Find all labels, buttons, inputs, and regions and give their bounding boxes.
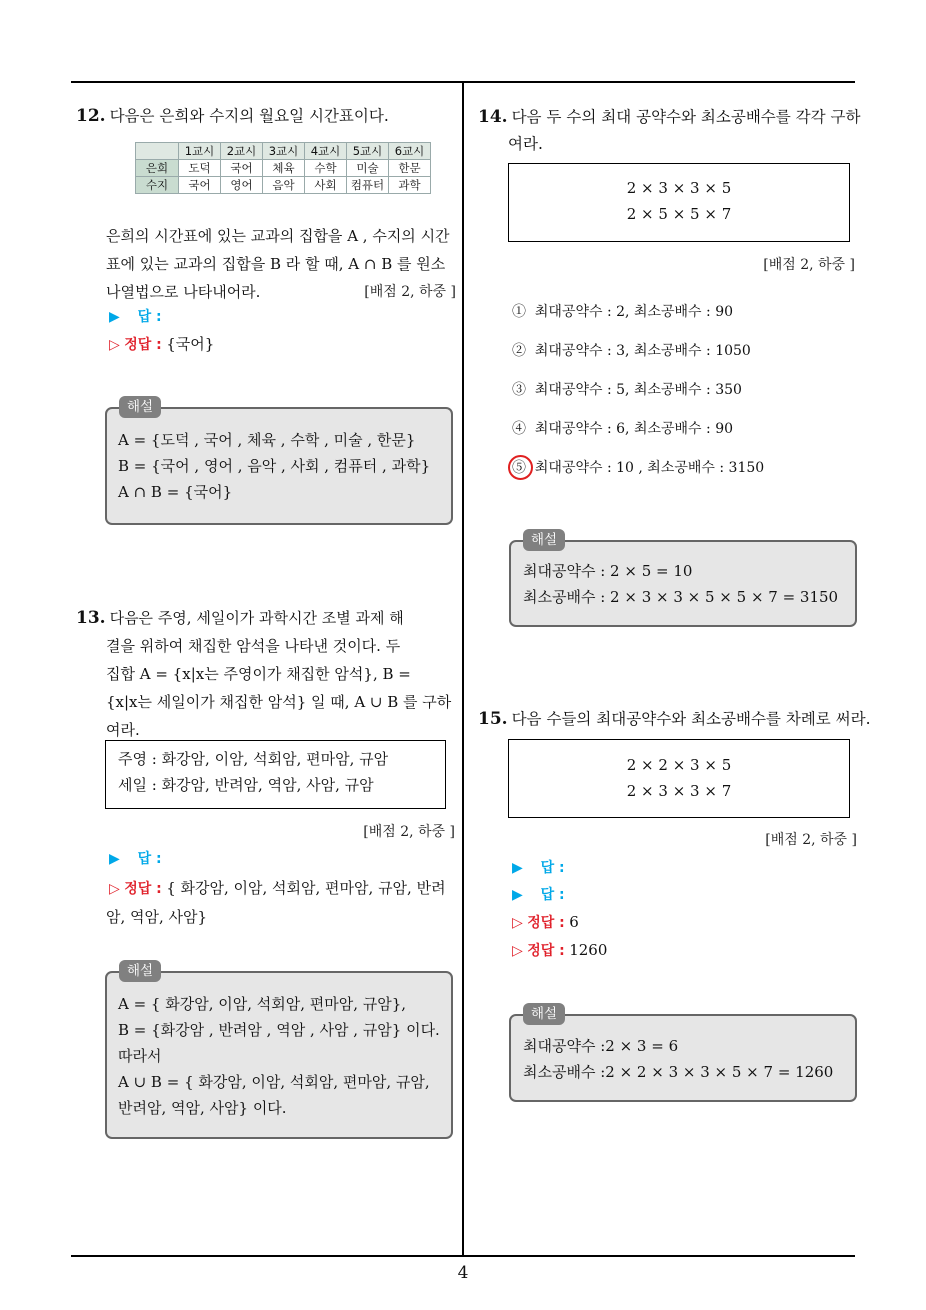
q12-explanation-text [118, 427, 430, 505]
q15-number-line: 2 × 2 × 3 × 5 [626, 756, 732, 774]
choice-mark: ④ [512, 421, 526, 437]
q12-body-line: 나열법으로 나타내어라. [106, 283, 261, 301]
q13-question-line: 여라. [106, 721, 140, 739]
choice-text: 최대공약수 : 3, 최소공배수 : 1050 [534, 343, 751, 359]
q14-options [512, 302, 764, 497]
play-arrow-icon: ▶ [109, 309, 120, 325]
q13-data-line: 세일 : 화강암, 반려암, 역암, 사암, 규암 [118, 776, 374, 794]
table-cell: 한문 [389, 160, 431, 177]
table-cell: 은희 [136, 160, 179, 177]
q14-question-line: 여라. [508, 135, 543, 153]
q13-explanation-text [118, 991, 440, 1121]
table-cell: 컴퓨터 [347, 177, 389, 194]
q13-explanation-line: A ∪ B = { 화강암, 이암, 석회암, 편마암, 규암, [118, 1073, 430, 1091]
q13-question-line: {x|x는 세일이가 채집한 암석} 일 때, A ∪ B 를 구하 [106, 693, 452, 711]
q15-answer-row [512, 854, 565, 882]
q13-explanation-tag: 해설 [119, 960, 161, 982]
table-cell: 국어 [221, 160, 263, 177]
q14-explanation-text [523, 558, 838, 610]
q15-solution-row [512, 908, 579, 937]
table-cell: 도덕 [179, 160, 221, 177]
q12-explanation-line: B = {국어 , 영어 , 음악 , 사회 , 컴퓨터 , 과학} [118, 457, 431, 475]
q14-number-text [508, 175, 850, 227]
choice-mark: ② [512, 343, 526, 359]
solution-label: 정답 : [527, 915, 565, 931]
q14-score-meta: [배점 2, 하중 ] [763, 257, 855, 273]
q13-explanation-line: 따라서 [118, 1047, 162, 1065]
choice-option[interactable] [512, 380, 764, 419]
q15-number-text [508, 752, 850, 804]
table-header-cell: 2교시 [221, 143, 263, 160]
table-cell: 수학 [305, 160, 347, 177]
q12-number: 12. [76, 106, 106, 126]
q15-solution-value: 6 [569, 913, 579, 931]
column-divider [462, 82, 464, 1256]
table-cell: 국어 [179, 177, 221, 194]
q14-explanation-line: 최대공약수 : 2 × 5 = 10 [523, 562, 693, 580]
q15-explanation-line: 최대공약수 :2 × 3 = 6 [523, 1037, 679, 1055]
table-header-cell: 6교시 [389, 143, 431, 160]
q12-answer-row [109, 303, 162, 331]
q12-timetable [135, 142, 431, 194]
q12-explanation-line: A = {도덕 , 국어 , 체육 , 수학 , 미술 , 한문} [118, 431, 416, 449]
q12-explanation-tag: 해설 [119, 396, 161, 418]
q15-number: 15. [478, 709, 508, 729]
choice-mark: ③ [512, 382, 526, 398]
outline-arrow-icon: ▷ [109, 337, 120, 353]
q12-explanation-line: A ∩ B = {국어} [118, 483, 233, 501]
play-arrow-icon: ▶ [512, 887, 523, 903]
choice-text: 최대공약수 : 2, 최소공배수 : 90 [534, 304, 734, 320]
table-header-cell [136, 143, 179, 160]
choice-option-selected[interactable] [512, 458, 764, 497]
choice-text: 최대공약수 : 10 , 최소공배수 : 3150 [534, 460, 765, 476]
q14-question [478, 104, 861, 158]
q13-explanation-line: 반려암, 역암, 사암} 이다. [118, 1099, 287, 1117]
table-cell: 사회 [305, 177, 347, 194]
solution-label: 정답 : [527, 943, 565, 959]
q13-question [76, 604, 456, 744]
q15-number-line: 2 × 3 × 3 × 7 [626, 782, 732, 800]
selected-answer-circle-icon [508, 455, 533, 480]
q15-question [478, 706, 871, 733]
q13-answer-row [109, 845, 162, 873]
q15-explanation-text [523, 1033, 833, 1085]
answer-label: 답 : [540, 860, 565, 876]
table-header-cell: 5교시 [347, 143, 389, 160]
q13-question-line: 다음은 주영, 세일이가 과학시간 조별 과제 해 [109, 609, 404, 627]
page-number: 4 [457, 1263, 469, 1283]
q15-answer-row [512, 881, 565, 909]
q13-solution-value: { 화강암, 이암, 석회암, 편마암, 규암, 반려 [166, 879, 446, 897]
q15-solution-row [512, 936, 607, 965]
play-arrow-icon: ▶ [109, 851, 120, 867]
outline-arrow-icon: ▷ [512, 943, 523, 959]
table-header-cell: 1교시 [179, 143, 221, 160]
q12-body [106, 222, 456, 306]
q15-solution-value: 1260 [569, 941, 608, 959]
q13-data-text [118, 746, 388, 798]
outline-arrow-icon: ▷ [109, 881, 120, 897]
table-header-cell: 3교시 [263, 143, 305, 160]
table-cell: 과학 [389, 177, 431, 194]
table-cell: 체육 [263, 160, 305, 177]
q15-score-meta: [배점 2, 하중 ] [765, 832, 857, 848]
q13-score-meta: [배점 2, 하중 ] [363, 824, 455, 840]
solution-label: 정답 : [124, 337, 162, 353]
choice-mark: ① [512, 304, 526, 320]
table-cell: 영어 [221, 177, 263, 194]
play-arrow-icon: ▶ [512, 860, 523, 876]
q13-number: 13. [76, 608, 106, 628]
bottom-rule [71, 1255, 855, 1257]
table-row [136, 160, 431, 177]
q12-question-text: 다음은 은희와 수지의 월요일 시간표이다. [109, 107, 389, 125]
table-cell: 미술 [347, 160, 389, 177]
q14-number-line: 2 × 3 × 3 × 5 [626, 179, 732, 197]
choice-mark: ⑤ [512, 460, 526, 476]
solution-label: 정답 : [124, 881, 162, 897]
q12-body-line: 표에 있는 교과의 집합을 B 라 할 때, A ∩ B 를 원소 [106, 255, 446, 273]
q12-question [76, 103, 456, 130]
q12-body-line: 은희의 시간표에 있는 교과의 집합을 A , 수지의 시간 [106, 227, 450, 245]
choice-option[interactable] [512, 302, 764, 341]
q12-score-meta: [배점 2, 하중 ] [364, 284, 456, 300]
q15-question-text: 다음 수들의 최대공약수와 최소공배수를 차례로 써라. [511, 710, 871, 728]
table-header-cell: 4교시 [305, 143, 347, 160]
q13-solution-row [109, 874, 459, 903]
choice-option[interactable] [512, 419, 764, 458]
q15-explanation-line: 최소공배수 :2 × 2 × 3 × 3 × 5 × 7 = 1260 [523, 1063, 834, 1081]
q14-explanation-line: 최소공배수 : 2 × 3 × 3 × 5 × 5 × 7 = 3150 [523, 588, 839, 606]
answer-label: 답 : [137, 851, 162, 867]
q14-number: 14. [478, 107, 508, 127]
q13-question-line: 집합 A = {x|x는 주영이가 채집한 암석}, B = [106, 665, 411, 683]
q13-explanation-line: B = {화강암 , 반려암 , 역암 , 사암 , 규암} 이다. [118, 1021, 440, 1039]
answer-label: 답 : [540, 887, 565, 903]
outline-arrow-icon: ▷ [512, 915, 523, 931]
choice-text: 최대공약수 : 6, 최소공배수 : 90 [534, 421, 734, 437]
q15-explanation-tag: 해설 [523, 1003, 565, 1025]
q12-solution-value: {국어} [166, 335, 215, 353]
q13-question-line: 결을 위하여 채집한 암석을 나타낸 것이다. 두 [106, 637, 401, 655]
q14-number-line: 2 × 5 × 5 × 7 [626, 205, 732, 223]
q13-solution-value: 암, 역암, 사암} [106, 908, 208, 926]
q13-data-line: 주영 : 화강암, 이암, 석회암, 편마암, 규암 [118, 750, 389, 768]
choice-text: 최대공약수 : 5, 최소공배수 : 350 [534, 382, 742, 398]
table-cell: 수지 [136, 177, 179, 194]
table-cell: 음악 [263, 177, 305, 194]
choice-option[interactable] [512, 341, 764, 380]
answer-label: 답 : [137, 309, 162, 325]
q14-question-line: 다음 두 수의 최대 공약수와 최소공배수를 각각 구하 [511, 108, 861, 126]
table-row [136, 177, 431, 194]
q14-explanation-tag: 해설 [523, 529, 565, 551]
q12-solution-row [109, 330, 214, 359]
q13-explanation-line: A = { 화강암, 이암, 석회암, 편마암, 규암}, [118, 995, 407, 1013]
